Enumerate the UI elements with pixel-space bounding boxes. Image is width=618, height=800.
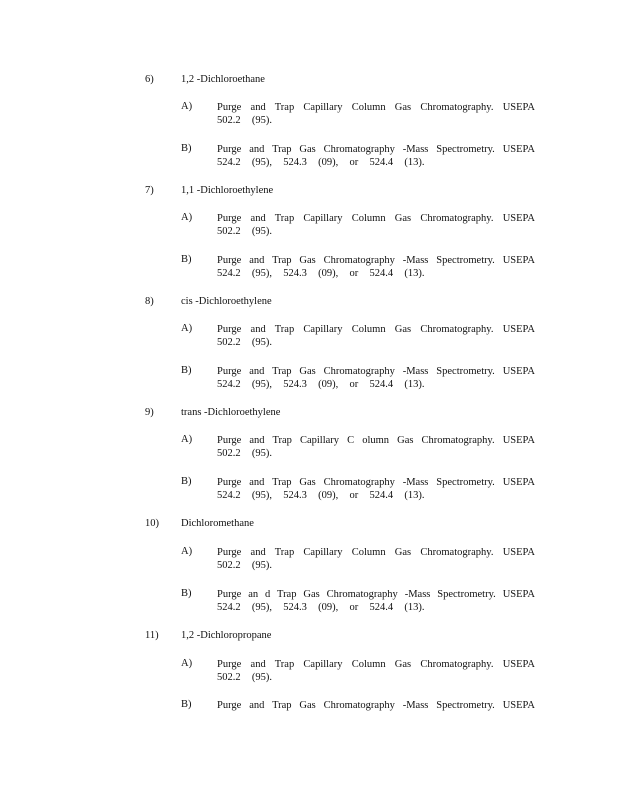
- method-text: [217, 143, 535, 169]
- method-line-1: Purge and Trap Capillary Column Gas Chromatography. USEPA: [217, 324, 535, 335]
- item-name: Dichloromethane: [181, 518, 254, 529]
- method-letter: A): [181, 101, 193, 112]
- method-letter: A): [181, 434, 193, 445]
- item-number: 9): [145, 407, 154, 418]
- method-text: [217, 546, 535, 572]
- method-letter: A): [181, 323, 193, 334]
- item-name: 1,2 -Dichloropropane: [181, 630, 272, 641]
- item-name: trans -Dichloroethylene: [181, 407, 281, 418]
- method-text: [217, 365, 535, 391]
- method-text: [217, 101, 535, 127]
- method-text: [217, 323, 535, 349]
- method-line-1: Purge and Trap Capillary Column Gas Chromatography. USEPA: [217, 547, 535, 558]
- method-line-1: Purge and Trap Gas Chromatography -Mass Spectrometry. USEPA: [217, 366, 535, 377]
- method-letter: B): [181, 588, 192, 599]
- method-letter: B): [181, 254, 192, 265]
- method-line-1: Purge and Trap Gas Chromatography -Mass Spectrometry. USEPA: [217, 700, 535, 711]
- item-name: cis -Dichloroethylene: [181, 296, 272, 307]
- method-line-2: 524.2 (95), 524.3 (09), or 524.4 (13).: [217, 157, 425, 168]
- method-line-1: Purge and Trap Capillary Column Gas Chromatography. USEPA: [217, 213, 535, 224]
- method-letter: B): [181, 699, 192, 710]
- method-line-2: 502.2 (95).: [217, 115, 272, 126]
- method-line-1: Purge and Trap Capillary Column Gas Chromatography. USEPA: [217, 102, 535, 113]
- method-line-2: 524.2 (95), 524.3 (09), or 524.4 (13).: [217, 268, 425, 279]
- method-text: [217, 699, 535, 712]
- item-name: 1,2 -Dichloroethane: [181, 74, 265, 85]
- item-number: 6): [145, 74, 154, 85]
- method-line-1: Purge and Trap Gas Chromatography -Mass Spectrometry. USEPA: [217, 144, 535, 155]
- method-line-2: 524.2 (95), 524.3 (09), or 524.4 (13).: [217, 490, 425, 501]
- method-text: [217, 476, 535, 502]
- method-text: [217, 434, 535, 460]
- item-number: 11): [145, 630, 159, 641]
- method-text: [217, 254, 535, 280]
- method-text: [217, 212, 535, 238]
- method-letter: A): [181, 658, 193, 669]
- item-number: 7): [145, 185, 154, 196]
- method-line-1: Purge and Trap Gas Chromatography -Mass Spectrometry. USEPA: [217, 255, 535, 266]
- method-line-2: 524.2 (95), 524.3 (09), or 524.4 (13).: [217, 379, 425, 390]
- method-letter: B): [181, 365, 192, 376]
- item-name: 1,1 -Dichloroethylene: [181, 185, 274, 196]
- method-letter: B): [181, 476, 192, 487]
- method-letter: A): [181, 212, 193, 223]
- method-line-2: 502.2 (95).: [217, 672, 272, 683]
- method-line-2: 502.2 (95).: [217, 226, 272, 237]
- method-line-1: Purge and Trap Gas Chromatography -Mass Spectrometry. USEPA: [217, 477, 535, 488]
- item-number: 10): [145, 518, 159, 529]
- method-line-1: Purge and Trap Capillary C olumn Gas Chromatography. USEPA: [217, 435, 535, 446]
- item-number: 8): [145, 296, 154, 307]
- method-line-2: 502.2 (95).: [217, 448, 272, 459]
- method-letter: B): [181, 143, 192, 154]
- method-line-2: 524.2 (95), 524.3 (09), or 524.4 (13).: [217, 602, 425, 613]
- method-line-1: Purge and Trap Capillary Column Gas Chromatography. USEPA: [217, 659, 535, 670]
- method-line-1: Purge an d Trap Gas Chromatography -Mass Spectrometry. USEPA: [217, 589, 535, 600]
- method-line-2: 502.2 (95).: [217, 560, 272, 571]
- method-text: [217, 658, 535, 684]
- method-line-2: 502.2 (95).: [217, 337, 272, 348]
- method-text: [217, 588, 535, 614]
- method-letter: A): [181, 546, 193, 557]
